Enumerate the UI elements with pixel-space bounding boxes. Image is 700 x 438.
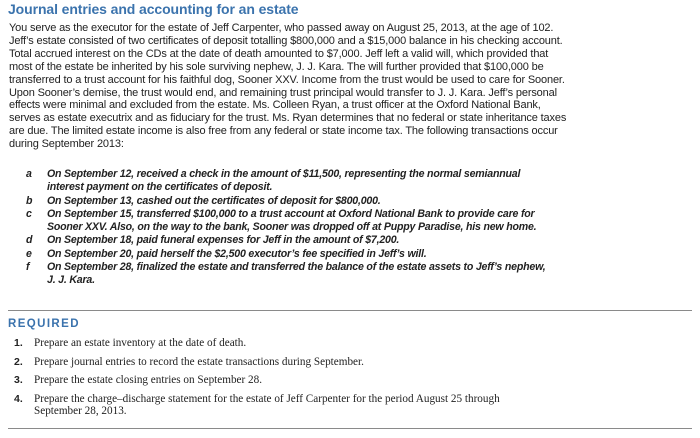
transaction-list [26,168,666,288]
transaction-line: On September 15, transferred $100,000 to a trust account at Oxford National Bank to provide care for [47,207,535,220]
bottom-divider [8,428,692,429]
transaction-line: interest payment on the certificates of deposit. [47,181,273,194]
transaction-item [26,261,666,288]
transaction-letter: c [26,207,32,220]
transaction-item [26,248,666,261]
required-number: 2. [14,355,23,368]
transaction-item [26,168,666,195]
required-number: 3. [14,374,23,387]
required-line: Prepare the estate closing entries on September 28. [34,374,263,387]
intro-line: You serve as the executor for the estate of Jeff Carpenter, who passed away on August 25, 2013, at the age of 102. [9,22,554,34]
required-item [14,356,684,369]
intro-line: transferred to a trust account for his faithful dog, Sooner XXV. Income from the trust would be used to care for Sooner. [9,73,565,86]
required-list [14,337,684,424]
section-divider [8,310,692,311]
transaction-letter: f [26,261,30,274]
required-line: Prepare the charge–discharge statement for the estate of Jeff Carpenter for the period August 25 through [34,392,500,405]
intro-line: most of the estate be inherited by his sole surviving nephew, J. J. Kara. The will further provided that $100,000 be [9,60,544,73]
transaction-letter: b [26,194,33,207]
transaction-item [26,208,666,235]
intro-paragraph [9,22,694,151]
transaction-line: On September 13, cashed out the certificates of deposit for $800,000. [47,194,381,207]
required-line: Prepare an estate inventory at the date of death. [34,337,247,349]
transaction-line: Sooner XXV. Also, on the way to the bank, Sooner was dropped off at Puppy Paradise, his new home. [47,221,537,234]
transaction-item [26,234,666,247]
transaction-line: On September 12, received a check in the amount of $11,500, representing the normal semiannual [47,168,521,180]
required-line: Prepare journal entries to record the estate transactions during September. [34,355,364,368]
transaction-letter: d [26,234,33,247]
required-item [14,374,684,387]
transaction-letter: a [26,168,32,180]
required-number: 4. [14,392,23,405]
transaction-letter: e [26,247,32,260]
transaction-line: J. J. Kara. [47,274,95,287]
transaction-item [26,195,666,208]
transaction-line: On September 20, paid herself the $2,500 executor’s fee specified in Jeff’s will. [47,247,427,260]
intro-line: serves as estate executrix and as fiduciary for the trust. Ms. Ryan determines that no federal or state inheritance taxes [9,112,567,125]
intro-line: effects were minimal and excluded from the estate. Ms. Colleen Ryan, a trust officer at the Oxford National Bank, [9,99,541,112]
transaction-line: On September 28, finalized the estate and transferred the balance of the estate assets to Jeff’s nephew, [47,261,546,274]
intro-line: Upon Sooner’s demise, the trust would end, and remaining trust principal would transfer to J. J. Kara. Jeff’s personal [9,86,557,99]
intro-line: are due. The limited estate income is also free from any federal or state income tax. The following transactions occur [9,125,558,138]
intro-line: during September 2013: [9,138,124,151]
problem-title: Journal entries and accounting for an estate [8,1,299,17]
required-heading: REQUIRED [8,318,80,330]
required-item [14,337,684,350]
intro-line: Total accrued interest on the CDs at the date of death amounted to $7,000. Jeff left a valid will, which provided that [9,47,549,60]
required-line: September 28, 2013. [34,405,127,418]
required-number: 1. [14,337,23,349]
intro-line: Jeff’s estate consisted of two certificates of deposit totalling $800,000 and a $15,000 balance in his checking account. [9,34,563,47]
required-item [14,393,684,418]
transaction-line: On September 18, paid funeral expenses for Jeff in the amount of $7,200. [47,234,400,247]
